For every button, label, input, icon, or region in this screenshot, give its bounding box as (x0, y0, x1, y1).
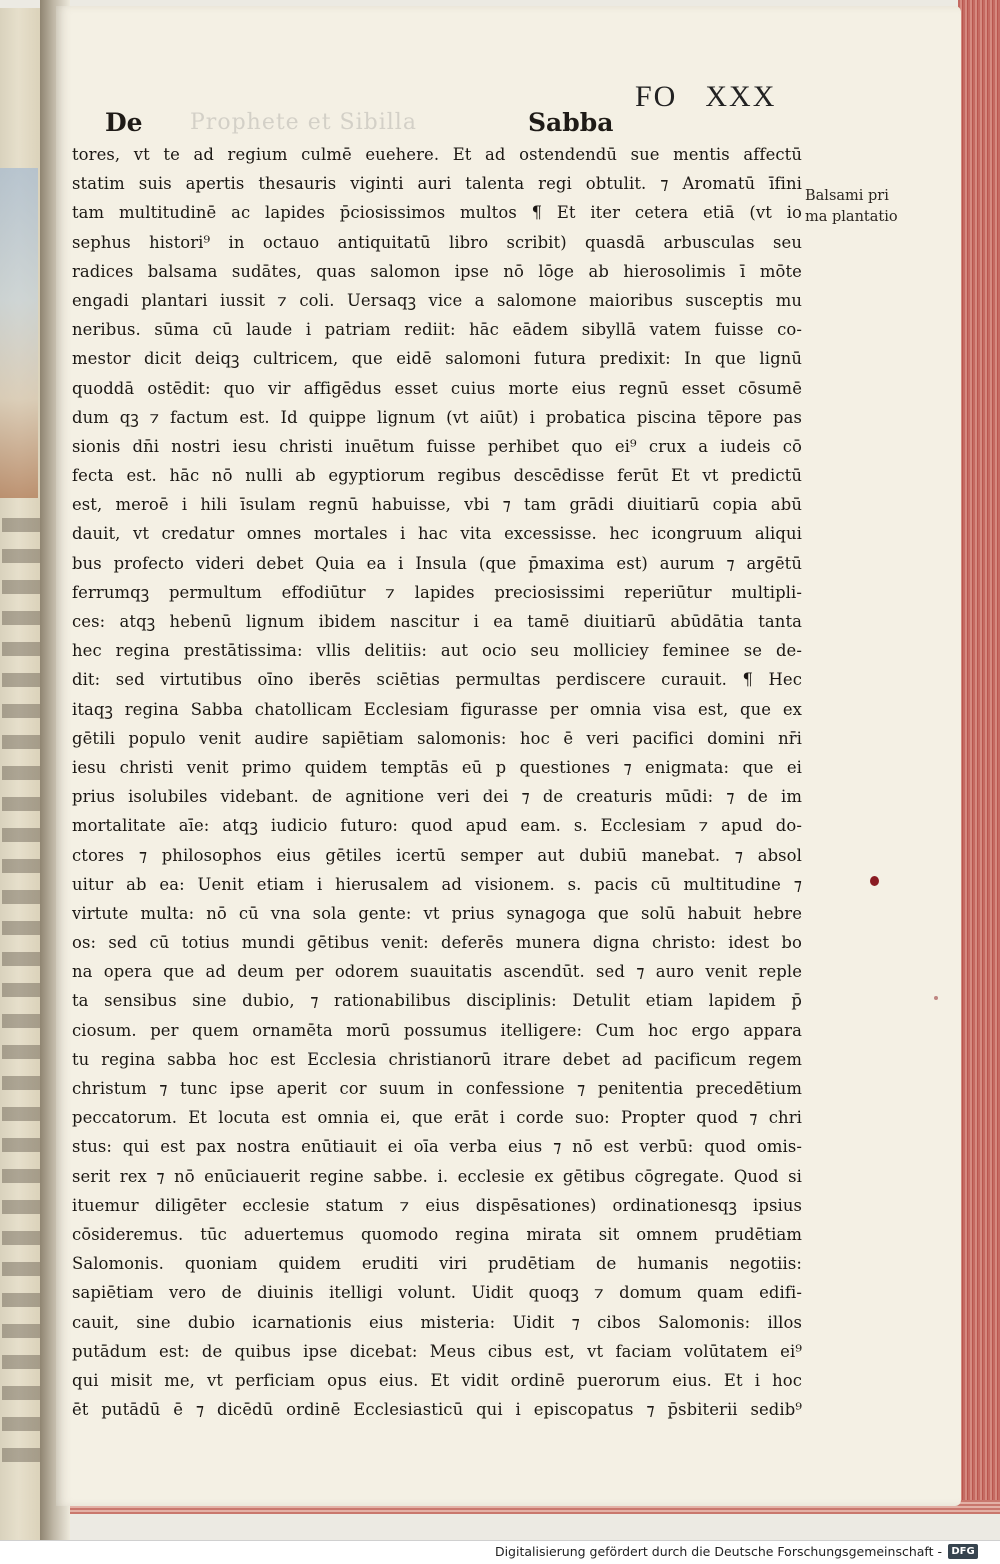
text-line: prius isolubiles videbant. de agnitione veri dei ⁊ de creaturis mūdi: ⁊ de im (72, 787, 802, 807)
body-text (72, 140, 802, 1424)
text-line: statim suis apertis thesauris viginti auri talenta regi obtulit. ⁊ Aromatū īfini (72, 174, 802, 194)
text-line: virtute multa: nō cū vna sola gente: vt prius synagoga que solū habuit hebre (72, 903, 802, 923)
text-line: tam multitudinē ac lapides p̄ciosissimos multos ¶ Et iter cetera etiā (vt io (72, 203, 802, 223)
running-head-left: De (105, 108, 143, 137)
text-line: ferrumqꝫ permultum effodiūtur ⁊ lapides preciosissimi reperiūtur multipli- (72, 582, 802, 602)
text-line: tores, vt te ad regium culmē euehere. Et ad ostendendū sue mentis affectū (72, 145, 802, 164)
ink-stain (934, 996, 938, 1000)
left-page-illustration (0, 168, 38, 498)
text-line: cauit, sine dubio icarnationis eius misteria: Uidit ⁊ cibos Salomonis: illos (72, 1312, 802, 1332)
text-line: uitur ab ea: Uenit etiam i hierusalem ad visionem. s. pacis cū multitudine ⁊ (72, 874, 802, 894)
text-line: mortalitate aīe: atqꝫ iudicio futuro: quod apud eam. s. Ecclesiam ⁊ apud do- (72, 816, 802, 836)
text-line: ēt putādū ē ⁊ dicēdū ordinē Ecclesiasticū qui i episcopatus ⁊ p̄sbiterii sedib⁹ (72, 1400, 802, 1420)
text-line: gētili populo venit audire sapiētiam salomonis: hoc ē veri pacifici domini nr̄i (72, 728, 802, 748)
margin-note-line: Balsami pri (805, 188, 889, 204)
text-line: peccatorum. Et locuta est omnia ei, que erāt i corde suo: Propter quod ⁊ chri (72, 1108, 802, 1128)
folio-number (635, 80, 804, 114)
text-line: bus profecto videri debet Quia ea i Insula (que p̄maxima est) aurum ⁊ argētū (72, 553, 802, 573)
footer-bar (0, 1540, 1000, 1564)
text-line: serit rex ⁊ nō enūciauerit regine sabbe. i. ecclesie ex gētibus cōgregate. Quod si (72, 1166, 802, 1186)
text-line: radices balsama sudātes, quas salomon ipse nō lōge ab hierosolimis ī mōte (72, 261, 802, 281)
text-line: iesu christi venit primo quidem temptās eū p questiones ⁊ enigmata: que ei (72, 757, 802, 777)
text-line: quoddā ostēdit: quo vir affigēdus esset cuius morte eius regnū esset cōsumē (72, 378, 802, 398)
dfg-logo[interactable]: DFG (948, 1544, 978, 1559)
ink-stain (870, 876, 879, 886)
text-line: qui misit me, vt perficiam opus eius. Et vidit ordinē puerorum eius. Et i hoc (72, 1370, 802, 1390)
text-line: dauit, vt credatur omnes mortales i hac vita excessisse. hec icongruum aliqui (72, 524, 802, 544)
left-page-text-fragments (2, 518, 42, 1468)
text-line: ituemur diligēter ecclesie statum ⁊ eius dispēsationes) ordinationesqꝫ ipsius (72, 1195, 802, 1215)
running-head-center: Sabba (528, 108, 614, 137)
text-line: est, meroē i hili īsulam regnū habuisse, vbi ⁊ tam grādi diuitiarū copia abū (72, 495, 802, 515)
text-line: neribus. sūma cū laude i patriam rediit: hāc eādem sibyllā vatem fuisse co- (72, 320, 802, 340)
folio-label: FO (635, 80, 678, 113)
text-line: ta sensibus sine dubio, ⁊ rationabilibus disciplinis: Detulit etiam lapidem p̄ (72, 991, 802, 1011)
text-line: fecta est. hāc nō nulli ab egyptiorum regibus descēdisse ferūt Et vt predictū (72, 466, 802, 486)
text-line: itaqꝫ regina Sabba chatollicam Ecclesiam figurasse per omnia visa est, que ex (72, 699, 802, 719)
folio-numeral: XXX (705, 80, 777, 113)
text-line: stus: qui est pax nostra enūtiauit ei oīa verba eius ⁊ nō est verbū: quod omis- (72, 1137, 802, 1157)
text-line: sapiētiam vero de diuinis itelligi volunt. Uidit quoqꝫ ⁊ domum quam edifi- (72, 1283, 802, 1303)
text-line: tu regina sabba hoc est Ecclesia christianorū itrare debet ad pacificum regem (72, 1049, 802, 1069)
ghost-running-head: Prophete et Sibilla (190, 110, 417, 135)
text-line: Salomonis. quoniam quidem eruditi viri prudētiam de humanis negotiis: (72, 1254, 802, 1274)
text-line: ces: atqꝫ hebenū lignum ibidem nascitur i ea tamē diuitiarū abūdātia tanta (72, 612, 802, 631)
text-line: ctores ⁊ philosophos eius gētiles icertū semper aut dubiū manebat. ⁊ absol (72, 845, 802, 865)
text-line: dit: sed virtutibus oīno iberēs sciētias permultas perdiscere curauit. ¶ Hec (72, 670, 802, 690)
margin-note-line: ma plantatio (805, 209, 898, 225)
margin-note (805, 186, 915, 228)
text-line: ciosum. per quem ornamēta morū possumus itelligere: Cum hoc ergo appara (72, 1020, 802, 1040)
text-line: dum qꝫ ⁊ factum est. Id quippe lignum (vt aiūt) i probatica piscina tēpore pas (72, 407, 802, 427)
text-line: na opera que ad deum per odorem suauitatis ascendūt. sed ⁊ auro venit reple (72, 962, 802, 982)
text-line: os: sed cū totius mundi gētibus venit: deferēs munera digna christo: idest bo (72, 933, 802, 953)
footer-credit: Digitalisierung gefördert durch die Deutsche Forschungsgemeinschaft - (494, 1544, 942, 1559)
text-line: cōsideremus. tūc aduertemus quomodo regina mirata sit omnem prudētiam (72, 1224, 802, 1244)
text-line: hec regina prestātissima: vllis delitiis: aut ocio seu molliciey feminee se de- (72, 641, 802, 661)
text-line: mestor dicit deiqꝫ cultricem, que eidē salomoni futura predixit: In que lignū (72, 349, 802, 369)
text-line: engadi plantari iussit ⁊ coli. Uersaqꝫ vice a salomone maioribus susceptis mu (72, 290, 802, 310)
text-line: putādum est: de quibus ipse dicebat: Meus cibus est, vt faciam volūtatem ei⁹ (72, 1341, 802, 1361)
text-line: sionis dn̄i nostri iesu christi inuētum fuisse perhibet quo ei⁹ crux a iudeis cō (72, 436, 802, 456)
text-line: sephus histori⁹ in octauo antiquitatū libro scribit) quasdā arbusculas seu (72, 232, 802, 252)
red-page-edge (958, 0, 1000, 1512)
text-line: christum ⁊ tunc ipse aperit cor suum in confessione ⁊ penitentia precedētium (72, 1079, 802, 1098)
